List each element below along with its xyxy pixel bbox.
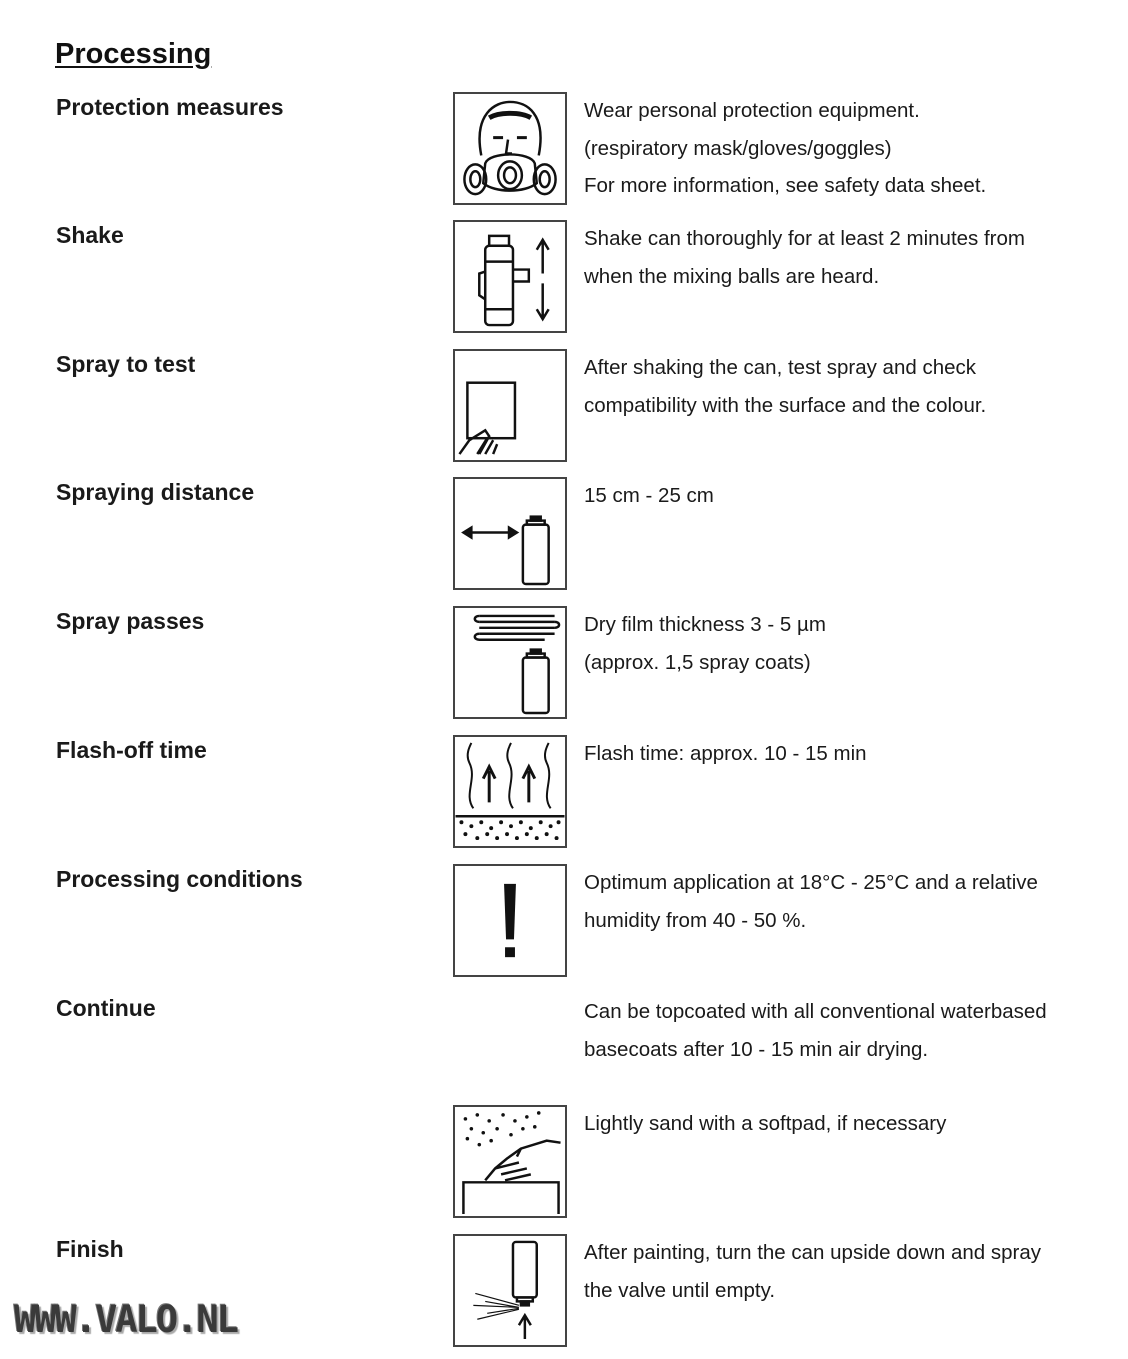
row-description: Optimum application at 18°C - 25°C and a relative humidity from 40 - 50 %. [584, 871, 1038, 932]
flash-off-icon [453, 735, 567, 848]
row-label: Spraying distance [56, 479, 255, 505]
row-spraying-distance [0, 477, 1128, 597]
row-description: Lightly sand with a softpad, if necessary [584, 1112, 947, 1135]
row-label: Shake [56, 222, 124, 248]
row-sanding [0, 1105, 1128, 1225]
row-protection-measures [0, 92, 1128, 212]
row-description: Can be topcoated with all conventional waterbased basecoats after 10 - 15 min air drying. [584, 1000, 1047, 1061]
row-description: Dry film thickness 3 - 5 µm (approx. 1,5 spray coats) [584, 613, 826, 674]
row-label: Processing conditions [56, 866, 303, 892]
row-description: After shaking the can, test spray and check compatibility with the surface and the colour. [584, 356, 987, 417]
row-description: Flash time: approx. 10 - 15 min [584, 742, 867, 765]
spray-passes-icon [453, 606, 567, 719]
page-title: Processing [55, 38, 212, 70]
row-description: 15 cm - 25 cm [584, 484, 714, 507]
spray-distance-icon [453, 477, 567, 590]
row-label: Spray passes [56, 608, 205, 634]
row-description: After painting, turn the can upside down and spray the valve until empty. [584, 1241, 1041, 1302]
exclamation-icon [453, 864, 567, 977]
sanding-hand-icon [453, 1105, 567, 1218]
row-label: Spray to test [56, 351, 196, 377]
row-label: Protection measures [56, 94, 284, 120]
watermark-logo: WWW.VALO.NL [14, 1298, 238, 1341]
test-card-icon [453, 349, 567, 462]
row-shake [0, 220, 1128, 340]
row-label: Finish [56, 1236, 124, 1262]
row-flash-off-time [0, 735, 1128, 855]
row-label: Continue [56, 995, 156, 1021]
row-spray-to-test [0, 349, 1128, 469]
row-description: Wear personal protection equipment. (respiratory mask/gloves/goggles) For more information, see safety data sheet. [584, 99, 987, 197]
row-description: Shake can thoroughly for at least 2 minutes from when the mixing balls are heard. [584, 227, 1025, 288]
upside-down-can-icon [453, 1234, 567, 1347]
row-label: Flash-off time [56, 737, 207, 763]
row-continue [0, 993, 1128, 1113]
shake-can-icon [453, 220, 567, 333]
row-processing-conditions [0, 864, 1128, 984]
respirator-mask-icon [453, 92, 567, 205]
row-spray-passes [0, 606, 1128, 726]
